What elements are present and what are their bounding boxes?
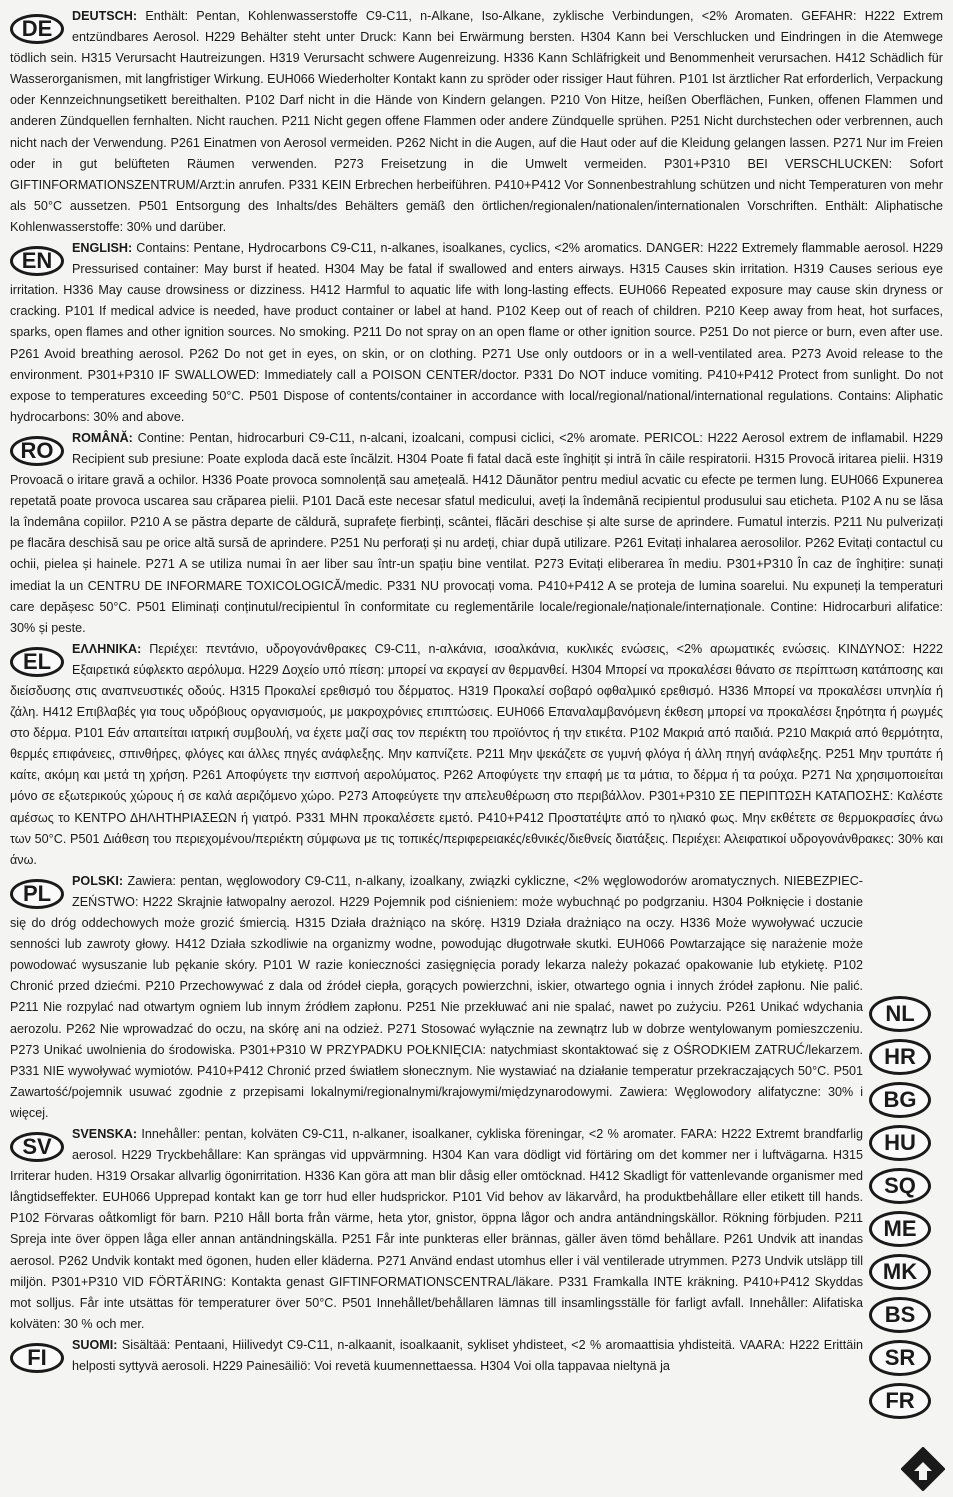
section-text: Contains: Pentane, Hydrocarbons C9-C11, n-alkanes, isoalkanes, cyclics, <2% aromatics. DANGER: H222 Extremely flammable aerosol. H229 Pressurised container: May burst if heated. H304 May be fatal if swallowed and enters airways. H315 Causes skin irritation. H319 Causes serious eye irritation. H336 May cause drowsiness or dizziness. H412 Harmful to aquatic life with long-lasting effects. EUH066 Repeated exposure may cause skin dryness or cracking. P101 If medical advice is needed, have product container or label at hand. P102 Keep out of reach of children. P210 Keep away from heat, hot surfaces, sparks, open flames and other ignition sources. No smoking. P211 Do not spray on an open flame or other ignition source. P251 Do not pierce or burn, even after use. P261 Avoid breathing aerosol. P262 Do not get in eyes, on skin, or on clothing. P271 Use only outdoors or in a well-ventilated area. P273 Avoid release to the environment. P301+P310 IF SWALLOWED: Immediately call a POISON CENTER/doctor. P331 Do NOT induce vomiting. P410+P412 Protect from sunlight. Do not expose to temperatures exceeding 50°C. P501 Dispose of contents/container in accordance with local/regional/national/international regulations. Contains: Aliphatic hydrocarbons: 30% and above.: [10, 241, 943, 424]
section-heading: DEUTSCH:: [72, 9, 138, 23]
section-el: [10, 639, 943, 871]
section-fi: [10, 1335, 863, 1377]
language-badge-de: DE: [10, 14, 64, 44]
section-text: Sisältää: Pentaani, Hiilivedyt C9-C11, n-alkaanit, isoalkaanit, sykliset yhdisteet, <2 % aromaattisia yhdisteitä. VAARA: H222 Erittäin helposti syttyvä aerosoli. H229 Painesäiliö: Voi revetä kuumennettaessa. H304 Voi olla tappavaa nieltynä ja: [72, 1337, 863, 1373]
section-heading: SVENSKA:: [72, 1126, 138, 1141]
language-badge-me: ME: [869, 1211, 931, 1247]
language-badge-sr: SR: [869, 1340, 931, 1376]
language-badge-bg: BG: [869, 1082, 931, 1118]
language-badge-bs: BS: [869, 1297, 931, 1333]
language-badges-column: [869, 996, 939, 1426]
section-text: Zawiera: pentan, węglowodory C9-C11, n-alkany, izoalkany, związki cykliczne, <2% węglowodorów aromatycznych. NIEBEZPIEC-ZEŃSTWO: H222 Skrajnie łatwopalny aerozol. H229 Pojemnik pod ciśnieniem: może wybuchnąć po podgrzaniu. H304 Połknięcie i dostanie się do dróg oddechowych może grozić śmiercią. H315 Działa drażniąco na skórę. H319 Działa drażniąco na oczy. H336 Może wywoływać uczucie senności lub zawroty głowy. H412 Działa szkodliwie na organizmy wodne, powodując długotrwałe skutki. EUH066 Powtarzające się narażenie może powodować wysuszanie lub pękanie skóry. P101 W razie konieczności zasięgnięcia porady lekarza należy pokazać opakowanie lub etykietę. P102 Chronić przed dziećmi. P210 Przechowywać z dala od źródeł ciepła, gorących powierzchni, iskier, otwartego ognia i innych źródeł zapłonu. Nie palić. P211 Nie rozpylać nad otwartym ogniem lub innym źródłem zapłonu. P251 Nie przekłuwać ani nie spalać, nawet po zużyciu. P261 Unikać wdychania aerozolu. P262 Nie wprowadzać do oczu, na skórę ani na odzież. P271 Stosować wyłącznie na zewnątrz lub w dobrze wentylowanym pomieszczeniu. P273 Unikać uwolnienia do środowiska. P301+P310 W PRZYPADKU POŁKNIĘCIA: natychmiast skontaktować się z OŚRODKIEM ZATRUĆ/lekarzem. P331 NIE wywoływać wymiotów. P410+P412 Chronić przed światłem słonecznym. Nie wystawiać na działanie temperatur przekraczających 50°C. P501 Zawartość/pojemnik usuwać zgodnie z przepisami lokalnymi/regionalnymi/krajowymi/międzynarodowymi. Zawiera: Węglowodory alifatyczne: 30% i więcej.: [10, 873, 863, 1120]
continue-arrow-icon: [901, 1447, 945, 1491]
section-heading: ΕΛΛΗΝΙΚΑ:: [72, 641, 142, 656]
section-heading: SUOMI:: [72, 1337, 118, 1352]
section-ro: [10, 428, 943, 639]
language-badge-nl: NL: [869, 996, 931, 1032]
language-badge-sv: SV: [10, 1132, 64, 1162]
section-text: Enthält: Pentan, Kohlenwasserstoffe C9-C11, n-Alkane, Iso-Alkane, zyklische Verbindungen, <2% Aromaten. GEFAHR: H222 Extrem entzündbares Aerosol. H229 Behälter steht unter Druck: Kann bei Erwärmung bersten. H304 Kann bei Verschlucken und Eindringen in die Atemwege tödlich sein. H315 Verursacht Hautreizungen. H319 Verursacht schwere Augenreizung. H336 Kann Schläfrigkeit und Benommenheit verursachen. H412 Schädlich für Wasserorganismen, mit langfristiger Wirkung. EUH066 Wiederholter Kontakt kann zu spröder oder rissiger Haut führen. P101 Ist ärztlicher Rat erforderlich, Verpackung oder Kennzeichnungsetikett bereithalten. P102 Darf nicht in die Hände von Kindern gelangen. P210 Von Hitze, heißen Oberflächen, Funken, offenen Flammen und anderen Zündquellen fernhalten. Nicht rauchen. P211 Nicht gegen offene Flammen oder andere Zündquelle sprühen. P251 Nicht durchstechen oder verbrennen, auch nicht nach der Verwendung. P261 Einatmen von Aerosol vermeiden. P262 Nicht in die Augen, auf die Haut oder auf die Kleidung gelangen lassen. P271 Nur im Freien oder in gut belüfteten Räumen verwenden. P273 Freisetzung in die Umwelt vermeiden. P301+P310 BEI VERSCHLUCKEN: Sofort GIFTINFORMATIONSZENTRUM/Arzt:in anrufen. P331 KEIN Erbrechen herbeiführen. P410+P412 Vor Sonnenbestrahlung schützen und nicht Temperaturen von mehr als 50°C aussetzen. P501 Entsorgung des Inhalts/des Behälters gemäß den örtlichen/regionalen/nationalen/internationalen Vorschriften. Enthält: Aliphatische Kohlenwasserstoffe: 30% und darüber.: [10, 9, 943, 234]
section-text: Innehåller: pentan, kolväten C9-C11, n-alkaner, isoalkaner, cykliska föreningar, <2 % aromater. FARA: H222 Extremt brandfarlig aerosol. H229 Tryckbehållare: Kan sprängas vid uppvärmning. H304 Kan vara dödligt vid förtäring om det kommer ner i luftvägarna. H315 Irriterar huden. H319 Orsakar allvarlig ögonirritation. H336 Kan göra att man blir dåsig eller omtöcknad. H412 Skadligt för vattenlevande organismer med långtidseffekter. EUH066 Upprepad kontakt kan ge torr hud eller hudsprickor. P101 Vid behov av läkarvård, ha produktbehållare eller etikett till hands. P102 Förvaras oåtkomligt för barn. P210 Håll borta från värme, heta ytor, gnistor, öppna lågor och andra antändningskällor. Rökning förbjuden. P211 Spreja inte över öppen låga eller annan antändningskälla. P251 Får inte punkteras eller brännas, gäller även tömd behållare. P261 Undvik att inandas aerosol. P262 Undvik kontakt med ögonen, huden eller kläderna. P271 Använd endast utomhus eller i väl ventilerade utrymmen. P273 Undvik utsläpp till miljön. P301+P310 VID FÖRTÄRING: Kontakta genast GIFTINFORMATIONSCENTRAL/läkare. P331 Framkalla INTE kräkning. P410+P412 Skyddas mot solljus. Får inte utsättas för temperaturer över 50°C. P501 Innehållet/behållaren lämnas till insamlingsställe för farligt avfall. Innehåller: Alifatiska kolväten: 30 % och mer.: [10, 1126, 864, 1331]
section-en: [10, 238, 943, 428]
language-badge-sq: SQ: [869, 1168, 931, 1204]
section-text: Contine: Pentan, hidrocarburi C9-C11, n-alcani, izoalcani, compusi ciclici, <2% aromate. PERICOL: H222 Aerosol extrem de inflamabil. H229 Recipient sub presiune: Poate exploda dacă este încălzit. H304 Poate fi fatal dacă este înghițit și intră în căile respiratorii. H315 Provocă iritarea pielii. H319 Provoacă o iritare gravă a ochilor. H336 Poate provoca somnolență sau amețeală. H412 Dăunător pentru mediul acvatic cu efecte pe termen lung. EUH066 Expunerea repetată poate provoca uscarea sau crăparea pielii. P101 Dacă este necesar sfatul medicului, aveți la îndemână recipientul produsului sau eticheta. P102 A nu se lăsa la îndemâna copiilor. P210 A se păstra departe de căldură, suprafețe fierbinți, scântei, flăcări deschise și alte surse de aprindere. Fumatul interzis. P211 Nu pulverizați pe flacăra deschisă sau pe orice altă sursă de aprindere. P251 Nu perforați și nu ardeți, chiar după utilizare. P261 Evitați inhalarea aerosolilor. P262 Evitați contactul cu ochii, pielea și hainele. P271 A se utiliza numai în aer liber sau într-un spațiu bine ventilat. P273 Evitați eliberarea în mediu. P301+P310 În caz de înghițire: sunați imediat la un CENTRU DE INFORMARE TOXICOLOGICĂ/medic. P331 NU provocați voma. P410+P412 A se proteja de lumina soarelui. Nu expuneți la temperaturi care depășesc 50°C. P501 Eliminați conținutul/recipientul în conformitate cu reglementările locale/regionale/naționale/internaționale. Contine: Hidrocarburi alifatice: 30% și peste.: [10, 430, 944, 635]
language-badge-hr: HR: [869, 1039, 931, 1075]
section-heading: ENGLISH:: [72, 241, 133, 256]
language-badge-mk: MK: [869, 1254, 931, 1290]
language-badge-fi: FI: [10, 1343, 64, 1373]
section-sv: [10, 1124, 863, 1335]
language-badge-ro: RO: [10, 436, 64, 466]
section-pl: [10, 871, 863, 1124]
section-heading: ROMÂNĂ:: [72, 430, 133, 445]
language-badge-pl: PL: [10, 879, 64, 909]
language-badge-fr: FR: [869, 1383, 931, 1419]
section-de: [10, 6, 943, 238]
section-text: Περιέχει: πεντάνιο, υδρογονάνθρακες C9-C11, n-αλκάνια, ισοαλκάνια, κυκλικές ενώσεις, <2% αρωματικές ενώσεις. ΚΙΝΔΥΝΟΣ: H222 Εξαιρετικά εύφλεκτο αερόλυμα. H229 Δοχείο υπό πίεση: μπορεί να εκραγεί αν θερμανθεί. H304 Μπορεί να προκαλέσει θάνατο σε περίπτωση κατάποσης και διείσδυσης στις αναπνευστικές οδούς. H315 Προκαλεί ερεθισμό του δέρματος. H319 Προκαλεί σοβαρό οφθαλμικό ερεθισμό. H336 Μπορεί να προκαλέσει υπνηλία ή ζάλη. H412 Επιβλαβές για τους υδρόβιους οργανισμούς, με μακροχρόνιες επιπτώσεις. EUH066 Επαναλαμβανόμενη έκθεση μπορεί να προκαλέσει ξηρότητα ή ρωγμές στο δέρμα. P101 Εάν απαιτείται ιατρική συμβουλή, να έχετε μαζί σας τον περιέκτη του προϊόντος ή την ετικέτα. P102 Μακριά από παιδιά. P210 Μακριά από θερμότητα, θερμές επιφάνειες, σπινθήρες, φλόγες και άλλες πηγές ανάφλεξης. Μην καπνίζετε. P211 Μην ψεκάζετε σε γυμνή φλόγα ή άλλη πηγή ανάφλεξης. P251 Μην τρυπάτε ή καίτε, ακόμη και μετά τη χρήση. P261 Αποφύγετε την εισπνοή αερολύματος. P262 Αποφύγετε την επαφή με τα μάτια, το δέρμα ή τα ρούχα. P271 Να χρησιμοποιείται μόνο σε εξωτερικούς χώρους ή σε καλά αεριζόμενο χώρο. P273 Αποφεύγετε την απελευθέρωση στο περιβάλλον. P301+P310 ΣΕ ΠΕΡΙΠΤΩΣΗ ΚΑΤΑΠΟΣΗΣ: Καλέστε αμέσως το ΚΕΝΤΡΟ ΔΗΛΗΤΗΡΙΑΣΕΩΝ ή γιατρό. P331 ΜΗΝ προκαλέσετε εμετό. P410+P412 Προστατέψτε από το ηλιακό φως. Μην εκθέτετε σε θερμοκρασίες άνω των 50°C. P501 Διάθεση του περιεχομένου/περιέκτη σύμφωνα με τις τοπικές/περιφερειακές/εθνικές/διεθνείς διατάξεις. Περιέχει: Αλειφατικοί υδρογονάνθρακες: 30% και άνω.: [10, 641, 943, 867]
language-badge-el: EL: [10, 647, 64, 677]
language-badge-hu: HU: [869, 1125, 931, 1161]
section-heading: POLSKI:: [72, 873, 124, 888]
language-badge-en: EN: [10, 246, 64, 276]
